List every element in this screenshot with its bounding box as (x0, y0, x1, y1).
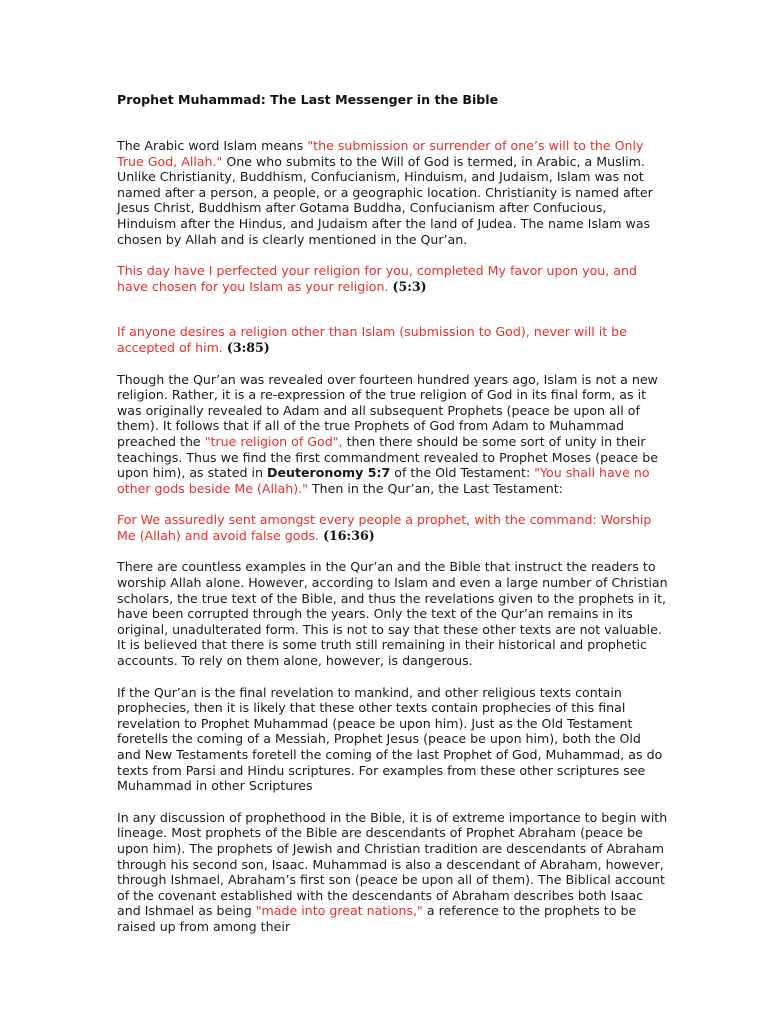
paragraph-islam-meaning (117, 138, 668, 247)
quote-span: "You shall have no other gods beside Me (Allah)." (117, 465, 650, 496)
quran-quote-16-36 (117, 512, 668, 543)
text-span: In any discussion of prophethood in the Bible, it is of extreme importance to begin with lineage. Most prophets of the Bible are descendants of Prophet Abraham (peace be upon him). The prophets of Jewish and Christian tradition are descendants of Abraham through his second son, Isaac. Muhammad is also a descendant of Abraham, however, through Ishmael, Abraham’s first son (peace be upon all of them). The Biblical account of the covenant established with the descendants of Abraham describes both Isaac and Ishmael as being (117, 809, 668, 919)
quote-span: "the submission or surrender of one’s will to the Only True God, Allah." (117, 138, 644, 169)
verse-reference: (3:85) (226, 339, 270, 355)
text-span: The Arabic word Islam means (117, 138, 308, 153)
text-span: of the Old Testament: (390, 465, 535, 481)
text-span: then there should be some sort of unity in their teachings. Thus we find the first commandment revealed to Prophet Moses (peace be upon him), as stated in (117, 433, 658, 481)
bible-reference: Deuteronomy 5:7 (267, 465, 391, 481)
verse-reference: (16:36) (323, 527, 375, 543)
text-span: a reference to the prophets to be raised up from among their (117, 903, 637, 934)
verse-reference: (5:3) (392, 278, 427, 294)
text-span: One who submits to the Will of God is termed, in Arabic, a Muslim. Unlike Christianity, Buddhism, Confucianism, Hinduism, and Judaism, Islam was not named after a person, a people, or a geographic location. Christianity is named after Jesus Christ, Buddhism after Gotama Buddha, Confucianism after Confucious, Hinduism after the Hindus, and Judaism after the land of Judea. The name Islam was chosen by Allah and is clearly mentioned in the Qur’an. (117, 153, 653, 247)
paragraph-countless-examples: There are countless examples in the Qur’an and the Bible that instruct the readers to worship Allah alone. However, according to Islam and even a large number of Christian scholars, the true text of the Bible, and thus the revelations given to the prophets in it, have been corrupted through the years. Only the text of the Qur’an remains in its original, unadulterated form. This is not to say that these other texts are not valuable. It is believed that there is some truth still remaining in their historical and prophetic accounts. To rely on them alone, however, is dangerous. (117, 559, 668, 669)
text-span: Then in the Qur’an, the Last Testament: (307, 480, 563, 496)
quote-text: This day have I perfected your religion for you, completed My favor upon you, and have chosen for you Islam as your religion. (117, 263, 637, 294)
text-span: Though the Qur’an was revealed over fourteen hundred years ago, Islam is not a new religion. Rather, it is a re-expression of the true religion of God in its final form, as it was originally revealed to Adam and all subsequent Prophets (peace be upon all of them). It follows that if all of the true Prophets of God from Adam to Muhammad preached the (117, 371, 658, 449)
quran-quote-3-85 (117, 324, 668, 355)
paragraph-true-religion (117, 372, 668, 497)
quote-span: "true religion of God", (204, 433, 343, 449)
paragraph-final-revelation: If the Qur’an is the final revelation to mankind, and other religious texts contain prophecies, then it is likely that these other texts contain prophecies of this final revelation to Prophet Muhammad (peace be upon him). Just as the Old Testament foretells the coming of a Messiah, Prophet Jesus (peace be upon him), both the Old and New Testaments foretell the coming of the last Prophet of God, Muhammad, as do texts from Parsi and Hindu scriptures. For examples from these other scriptures see Muhammad in other Scriptures (117, 684, 663, 794)
document-title: Prophet Muhammad: The Last Messenger in the Bible (117, 92, 499, 107)
paragraph-lineage (117, 810, 668, 935)
quran-quote-5-3 (117, 263, 668, 294)
quote-text: If anyone desires a religion other than Islam (submission to God), never will it be accepted of him. (117, 324, 627, 355)
quote-span: "made into great nations," (255, 903, 423, 919)
quote-text: For We assuredly sent amongst every people a prophet, with the command: Worship Me (Allah) and avoid false gods. (117, 512, 652, 543)
